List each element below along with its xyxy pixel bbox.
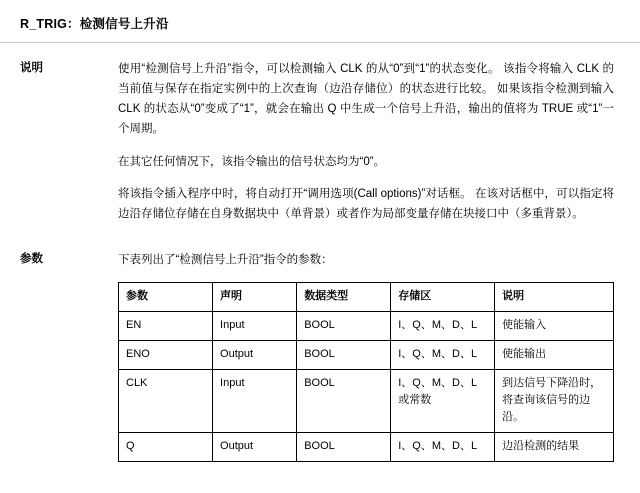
section-parameters xyxy=(0,250,640,462)
cell-description: 到达信号下降沿时，将查询该信号的边沿。 xyxy=(495,370,614,433)
column-header-datatype: 数据类型 xyxy=(297,283,391,312)
table-row xyxy=(119,433,614,462)
table-row xyxy=(119,370,614,433)
title-divider xyxy=(0,42,640,43)
cell-datatype: BOOL xyxy=(297,341,391,370)
cell-memory: I、Q、M、D、L xyxy=(391,312,495,341)
cell-memory: I、Q、M、D、L xyxy=(391,341,495,370)
cell-declaration: Output xyxy=(213,341,297,370)
cell-datatype: BOOL xyxy=(297,312,391,341)
description-paragraph-1: 使用“检测信号上升沿”指令，可以检测输入 CLK 的从“0”到“1”的状态变化。 该指令将输入 CLK 的当前值与保存在指定实例中的上次查询（边沿存储位）的状态进行比较。 如果该指令检测到输入 CLK 的状态从“0”变成了“1”，就会在输出 Q 中生成一个信号上升沿，输出的值将为 TRUE 或“1”一个周期。 xyxy=(118,63,614,136)
cell-description: 边沿检测的结果 xyxy=(495,433,614,462)
column-header-description: 说明 xyxy=(495,283,614,312)
description-paragraph-2: 在其它任何情况下，该指令输出的信号状态均为“0”。 xyxy=(118,155,386,168)
section-body-description xyxy=(118,59,614,224)
cell-datatype: BOOL xyxy=(297,433,391,462)
section-description xyxy=(0,59,640,224)
column-header-declaration: 声明 xyxy=(213,283,297,312)
table-header-row xyxy=(119,283,614,312)
cell-param: EN xyxy=(119,312,213,341)
cell-param: CLK xyxy=(119,370,213,433)
description-paragraph-3: 将该指令插入程序中时，将自动打开“调用选项(Call options)”对话框。 在该对话框中，可以指定将边沿存储位存储在自身数据块中（单背景）或者作为局部变量存储在块接口中（多重背景）。 xyxy=(118,187,614,220)
page-title: R_TRIG：检测信号上升沿 xyxy=(20,17,169,31)
cell-description: 使能输出 xyxy=(495,341,614,370)
cell-datatype: BOOL xyxy=(297,370,391,433)
section-body-parameters xyxy=(118,250,614,462)
table-row xyxy=(119,341,614,370)
section-heading-parameters: 参数 xyxy=(20,252,43,265)
cell-description: 使能输入 xyxy=(495,312,614,341)
cell-param: Q xyxy=(119,433,213,462)
cell-param: ENO xyxy=(119,341,213,370)
table-row xyxy=(119,312,614,341)
parameters-intro: 下表列出了“检测信号上升沿”指令的参数： xyxy=(118,253,333,266)
cell-declaration: Input xyxy=(213,312,297,341)
column-header-param: 参数 xyxy=(119,283,213,312)
column-header-memory: 存储区 xyxy=(391,283,495,312)
cell-declaration: Output xyxy=(213,433,297,462)
cell-declaration: Input xyxy=(213,370,297,433)
cell-memory: I、Q、M、D、L 或常数 xyxy=(391,370,495,433)
section-heading-description: 说明 xyxy=(20,62,43,74)
parameters-table xyxy=(118,282,614,462)
cell-memory: I、Q、M、D、L xyxy=(391,433,495,462)
